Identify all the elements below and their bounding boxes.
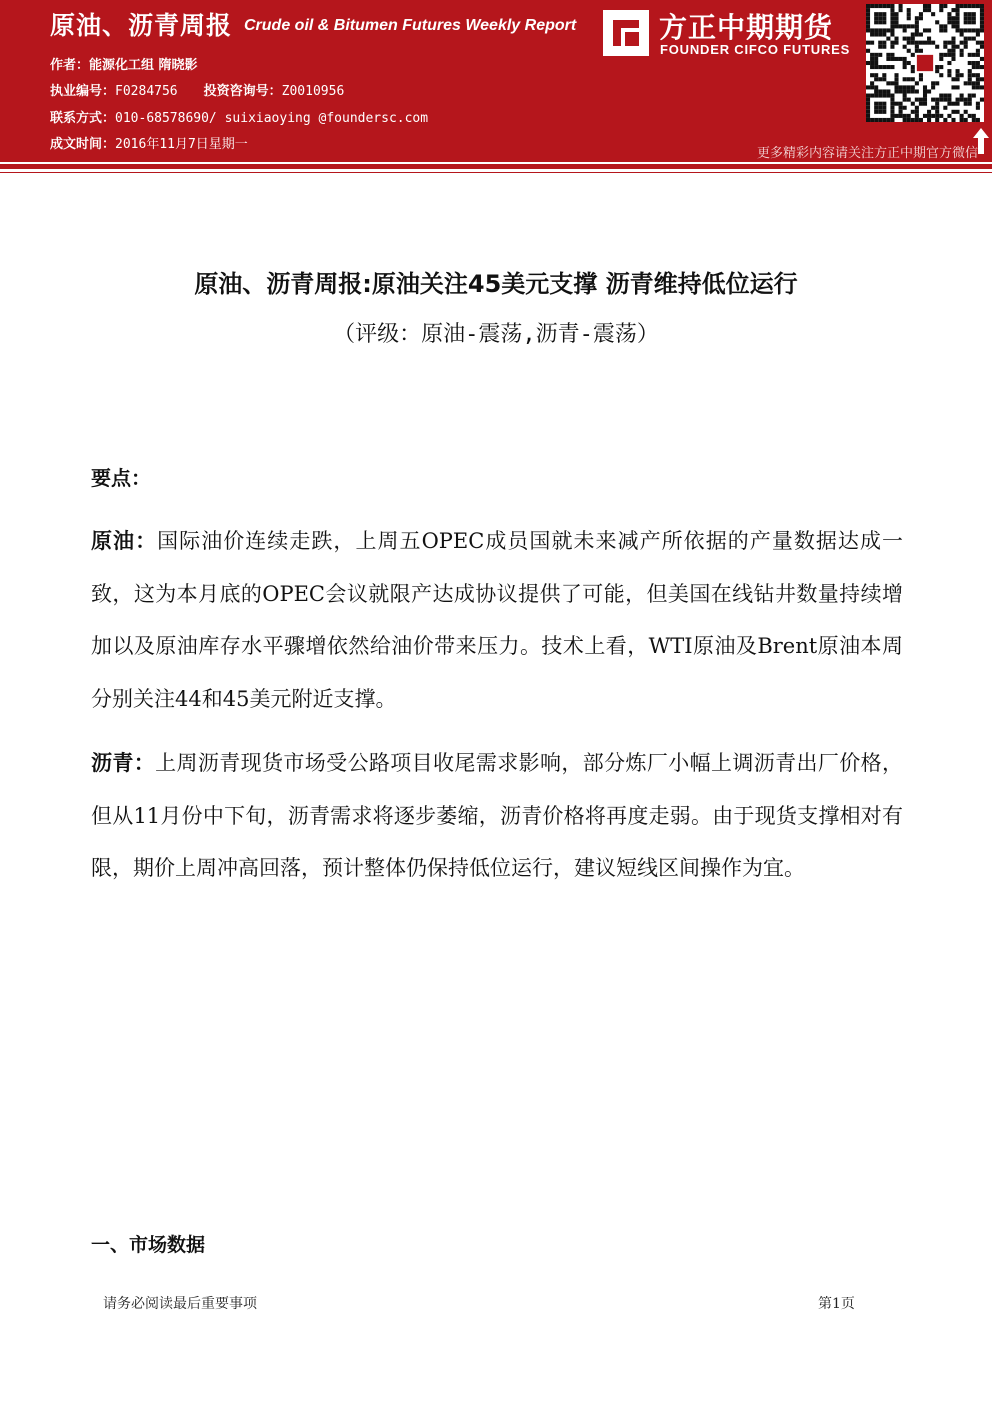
license-value: F0284756 (115, 84, 178, 99)
consult-label: 投资咨询号： (203, 84, 282, 99)
logo-text-cn: 方正中期期货 (659, 11, 834, 44)
company-logo (603, 6, 858, 62)
header-title-cn: 原油、沥青周报 (50, 11, 233, 40)
author-line (50, 54, 198, 73)
crude-label: 原油： (91, 529, 158, 553)
date-value: 2016年11月7日星期一 (115, 137, 248, 152)
bitumen-text: 上周沥青现货市场受公路项目收尾需求影响，部分炼厂小幅上调沥青出厂价格，但从11月份中下旬，沥青需求将逐步萎缩，沥青价格将再度走弱。由于现货支撑相对有限，期价上周冲高回落，预计整体仍保持低位运行，建议短线区间操作为宜。 (91, 751, 904, 880)
report-title: 原油、沥青周报:原油关注45美元支撑 沥青维持低位运行 (194, 270, 798, 298)
contact-value: 010-68578690/ suixiaoying @foundersc.com (115, 111, 429, 126)
license-line (50, 80, 344, 99)
contact-label: 联系方式： (50, 111, 116, 126)
qr-code-icon (866, 4, 984, 122)
consult-value: Z0010956 (281, 84, 345, 99)
header-divider-thin (0, 172, 992, 173)
license-label: 执业编号： (50, 84, 116, 99)
key-points-heading: 要点： (91, 466, 151, 490)
wechat-qr-code (866, 4, 984, 122)
header-divider (0, 164, 992, 169)
founder-logo-icon (603, 10, 649, 56)
report-rating: （评级：原油-震荡,沥青-震荡） (333, 322, 659, 347)
report-header (0, 0, 992, 162)
author-label: 作者： (50, 58, 90, 73)
author-value: 能源化工组 隋晓影 (89, 58, 198, 73)
contact-line (50, 107, 428, 126)
footer-disclaimer: 请务必阅读最后重要事项 (103, 1296, 257, 1312)
footer-page-number: 第1页 (818, 1296, 855, 1312)
date-label: 成文时间： (50, 137, 116, 152)
date-line (50, 133, 248, 152)
crude-text: 国际油价连续走跌，上周五OPEC成员国就未来减产所依据的产量数据达成一致，这为本月底的OPEC会议就限产达成协议提供了可能，但美国在线钻井数量持续增加以及原油库存水平骤增依然给油价带来压力。技术上看，WTI原油及Brent原油本周分别关注44和45美元附近支撑。 (91, 529, 904, 711)
section-market-data-heading: 一、市场数据 (91, 1234, 206, 1256)
bitumen-label: 沥青： (91, 751, 156, 775)
crude-paragraph (91, 515, 903, 725)
bitumen-paragraph (91, 737, 903, 895)
wechat-note: 更多精彩内容请关注方正中期官方微信 (756, 146, 978, 161)
header-title-en: Crude oil & Bitumen Futures Weekly Report (244, 17, 577, 34)
logo-text-en: FOUNDER CIFCO FUTURES (660, 42, 851, 57)
